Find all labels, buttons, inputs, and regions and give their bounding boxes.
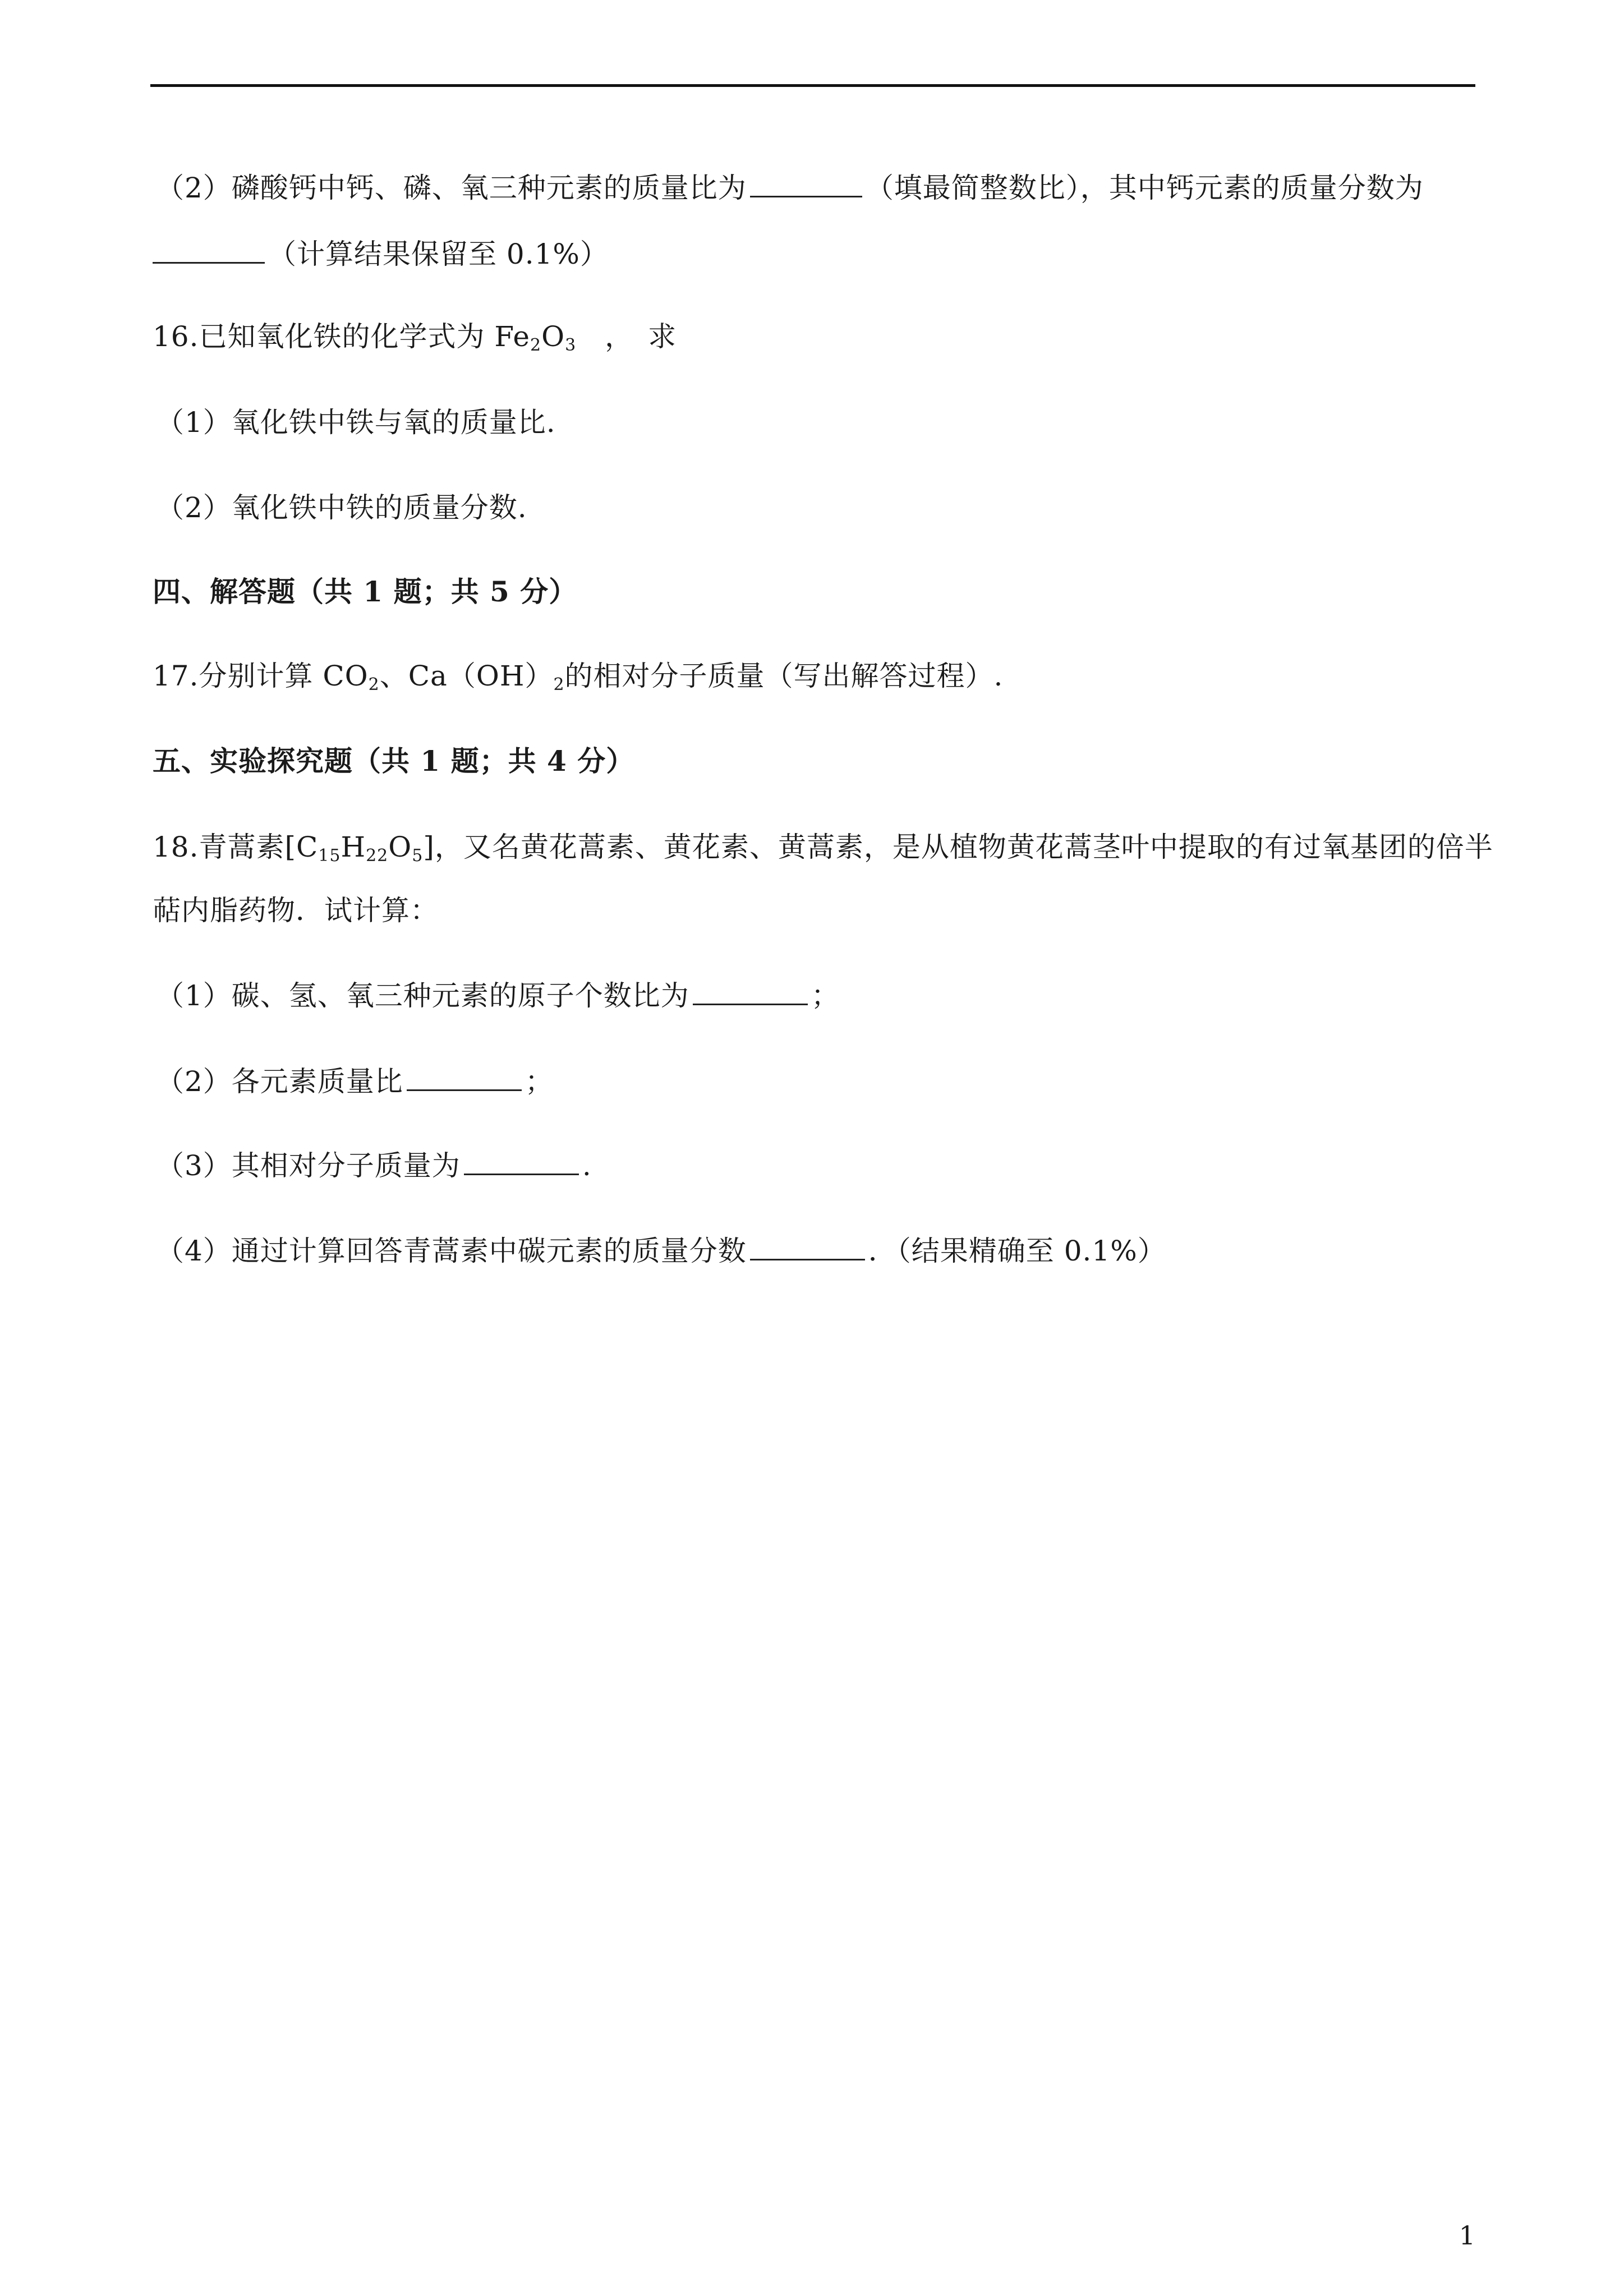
q18-part3-text: . [582,1149,592,1182]
q18-part4 [156,1231,1166,1271]
q15-part2-line1 [156,168,1424,208]
q17-text-a: 17.分别计算 CO [153,660,369,692]
q18-stem-text: O [388,831,412,863]
subscript: 15 [318,846,341,866]
q18-part1-text: ； [811,979,840,1012]
q17-text-c: 的相对分子质量（写出解答过程）. [564,660,1004,692]
q15-part2-text-a: （2）磷酸钙中钙、磷、氧三种元素的质量比为 [156,172,747,204]
q16-part1: （1）氧化铁中铁与氧的质量比. [156,406,556,439]
q16-stem [153,317,677,356]
q15-part2-text-b: （填最简整数比），其中钙元素的质量分数为 [865,172,1424,204]
q18-part1-text: （1）碳、氢、氧三种元素的原子个数比为 [156,979,689,1012]
q15-part2-line2 [153,234,609,274]
q18-stem-line2: 萜内脂药物．试计算： [153,894,439,927]
answer-blank [153,237,265,264]
q15-part2-text-c: （计算结果保留至 0.1%） [268,238,609,270]
answer-blank [750,171,862,197]
q18-part3 [156,1146,592,1185]
q18-stem-text: H [341,831,366,863]
q17-text-b: 、Ca（OH） [379,660,554,692]
subscript: 22 [366,846,389,866]
subscript: 5 [412,846,424,866]
answer-blank [407,1065,522,1091]
subscript: 3 [565,335,577,355]
q18-stem-text: ]，又名黄花蒿素、黄花素、黄蒿素，是从植物黄花蒿茎叶中提取的有过氧基团的倍半 [423,831,1493,863]
section-heading-5: 五、实验探究题（共 1 题；共 4 分） [153,744,635,777]
section-heading-4: 四、解答题（共 1 题；共 5 分） [153,575,578,608]
answer-blank [693,979,808,1005]
subscript: 2 [368,675,380,694]
q18-part3-text: （3）其相对分子质量为 [156,1149,461,1182]
q17-text [153,656,1003,696]
q18-part2-text: ； [525,1065,554,1098]
header-rule [150,84,1475,87]
q18-stem-text: 18.青蒿素[C [153,831,319,863]
q18-stem-line1 [153,827,1493,867]
answer-blank [464,1149,579,1175]
q16-stem-text: 16.已知氧化铁的化学式为 Fe [153,320,530,353]
answer-blank [750,1234,865,1260]
subscript: 2 [553,675,565,694]
q18-part2-text: （2）各元素质量比 [156,1065,403,1098]
q16-stem-text: O [541,320,565,353]
page-number: 1 [1459,2220,1475,2251]
q18-part4-text: ．（结果精确至 0.1%） [868,1235,1166,1267]
q18-part4-text: （4）通过计算回答青蒿素中碳元素的质量分数 [156,1235,747,1267]
subscript: 2 [530,335,542,355]
q18-part1 [156,976,840,1015]
q16-part2: （2）氧化铁中铁的质量分数. [156,491,527,524]
q16-stem-text: ， 求 [576,320,677,353]
q18-part2 [156,1062,554,1101]
